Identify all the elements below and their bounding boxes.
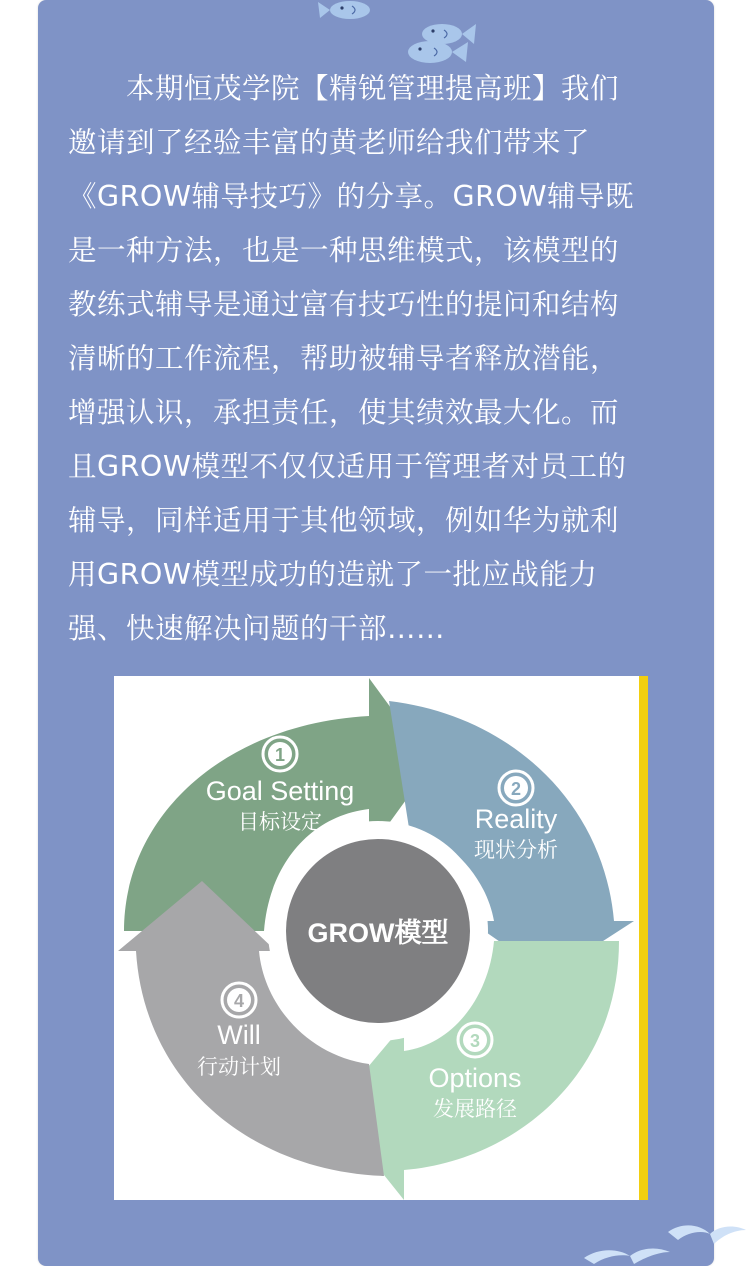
article-line: 清晰的工作流程，帮助被辅导者释放潜能， — [68, 342, 620, 375]
step-number: 4 — [233, 991, 245, 1011]
article-line: 本期恒茂学院【精锐管理提高班】我们 — [126, 72, 620, 105]
step-title: Goal Setting — [205, 776, 355, 806]
step-title: Options — [428, 1063, 522, 1093]
article-line: 教练式辅导是通过富有技巧性的提问和结构 — [68, 288, 620, 321]
article-line: 是一种方法，也是一种思维模式，该模型的 — [68, 234, 620, 267]
step-title: Reality — [474, 804, 558, 834]
article-line: 用GROW模型成功的造就了一批应战能力 — [68, 558, 598, 591]
article-paragraph — [68, 62, 684, 656]
article-line: 增强认识，承担责任，使其绩效最大化。而 — [68, 396, 620, 429]
center-label: GROW模型 — [307, 918, 449, 948]
article-line: 辅导，同样适用于其他领域，例如华为就利 — [68, 504, 620, 537]
step-subtitle: 行动计划 — [197, 1056, 281, 1079]
article-line: 邀请到了经验丰富的黄老师给我们带来了 — [68, 126, 591, 159]
step-subtitle: 目标设定 — [238, 811, 322, 834]
article-line: 且GROW模型不仅仅适用于管理者对员工的 — [68, 450, 627, 483]
step-number: 1 — [274, 745, 286, 765]
step-number: 2 — [510, 779, 522, 799]
step-number: 3 — [469, 1031, 481, 1051]
grow-cycle-diagram — [114, 676, 640, 1200]
accent-bar — [639, 676, 648, 1200]
bird-icon — [578, 1218, 748, 1266]
step-subtitle: 现状分析 — [474, 839, 558, 862]
grow-model-figure — [114, 676, 640, 1200]
step-subtitle: 发展路径 — [433, 1098, 517, 1121]
article-line: 强、快速解决问题的干部…… — [68, 612, 446, 645]
article-line: 《GROW辅导技巧》的分享。GROW辅导既 — [68, 180, 635, 213]
step-title: Will — [217, 1020, 261, 1050]
